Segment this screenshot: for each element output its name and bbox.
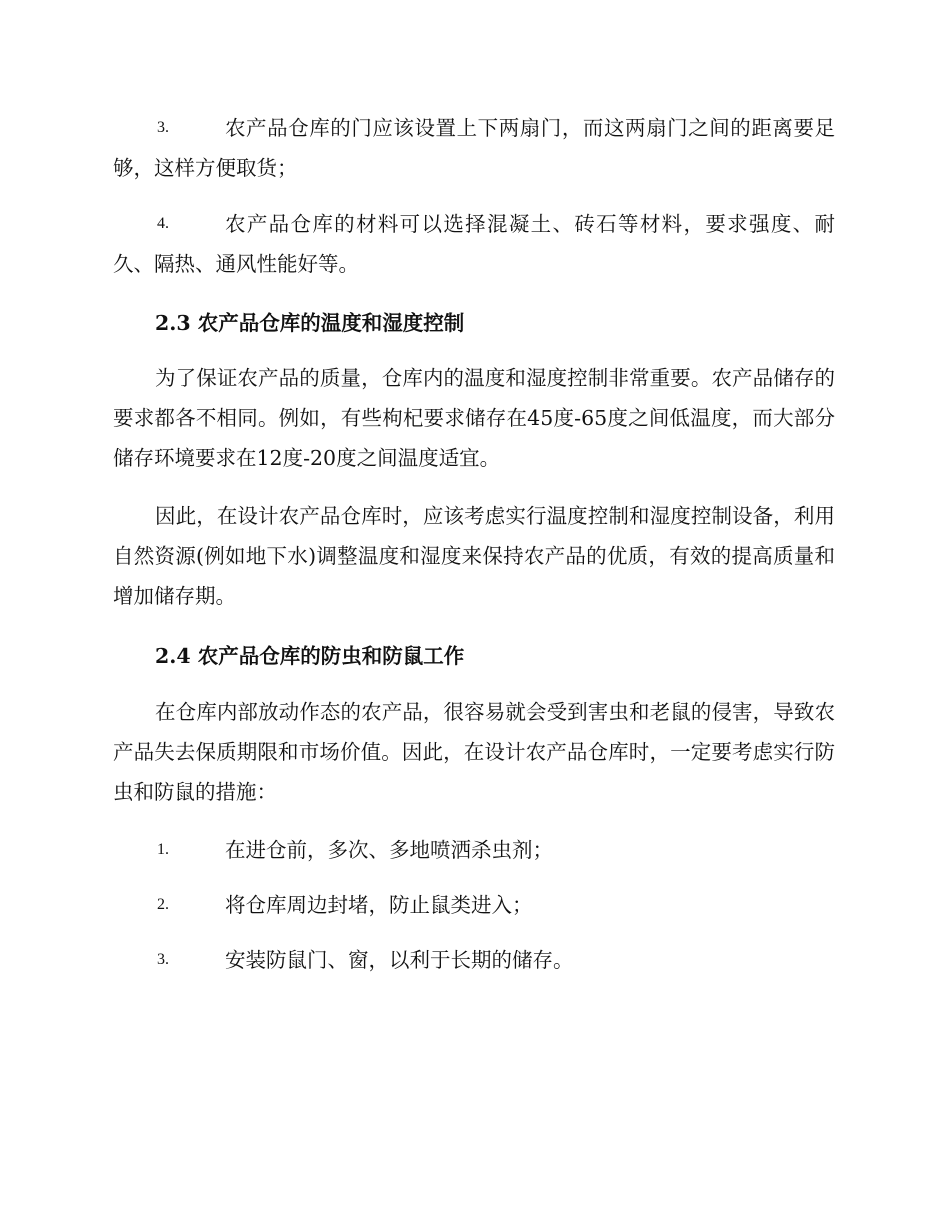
- list-number: 3.: [157, 119, 169, 136]
- list-item: [113, 108, 835, 188]
- section-heading: 2.4 农产品仓库的防虫和防鼠工作: [155, 644, 465, 668]
- list-number: 3.: [157, 951, 169, 968]
- list-text: 在进仓前，多次、多地喷洒杀虫剂；: [225, 838, 553, 862]
- list-text: 安装防鼠门、窗，以利于长期的储存。: [225, 948, 574, 972]
- list-text: 农产品仓库的材料可以选择混凝土、砖石等材料，要求强度、耐久、隔热、通风性能好等。: [113, 212, 835, 276]
- list-item: [113, 885, 835, 925]
- list-number: 1.: [157, 841, 169, 858]
- paragraph: [113, 692, 835, 812]
- list-text: 将仓库周边封堵，防止鼠类进入；: [225, 893, 533, 917]
- list-item: [113, 204, 835, 284]
- paragraph: [113, 496, 835, 616]
- list-item: [113, 830, 835, 870]
- paragraph-text: 因此，在设计农产品仓库时，应该考虑实行温度控制和湿度控制设备，利用自然资源(例如地下水)调整温度和湿度来保持农产品的优质，有效的提高质量和增加储存期。: [113, 504, 835, 608]
- list-item: [113, 940, 835, 980]
- paragraph: [113, 358, 835, 478]
- section-heading: 2.3 农产品仓库的温度和湿度控制: [155, 311, 465, 335]
- paragraph-text: 为了保证农产品的质量，仓库内的温度和湿度控制非常重要。农产品储存的要求都各不相同。例如，有些枸杞要求储存在45度-65度之间低温度，而大部分储存环境要求在12度-20度之间温度适宜。: [113, 366, 835, 470]
- paragraph-text: 在仓库内部放动作态的农产品，很容易就会受到害虫和老鼠的侵害，导致农产品失去保质期限和市场价值。因此，在设计农产品仓库时，一定要考虑实行防虫和防鼠的措施：: [113, 700, 835, 804]
- list-number: 2.: [157, 896, 169, 913]
- list-text: 农产品仓库的门应该设置上下两扇门，而这两扇门之间的距离要足够，这样方便取货；: [113, 116, 835, 180]
- list-number: 4.: [157, 215, 169, 232]
